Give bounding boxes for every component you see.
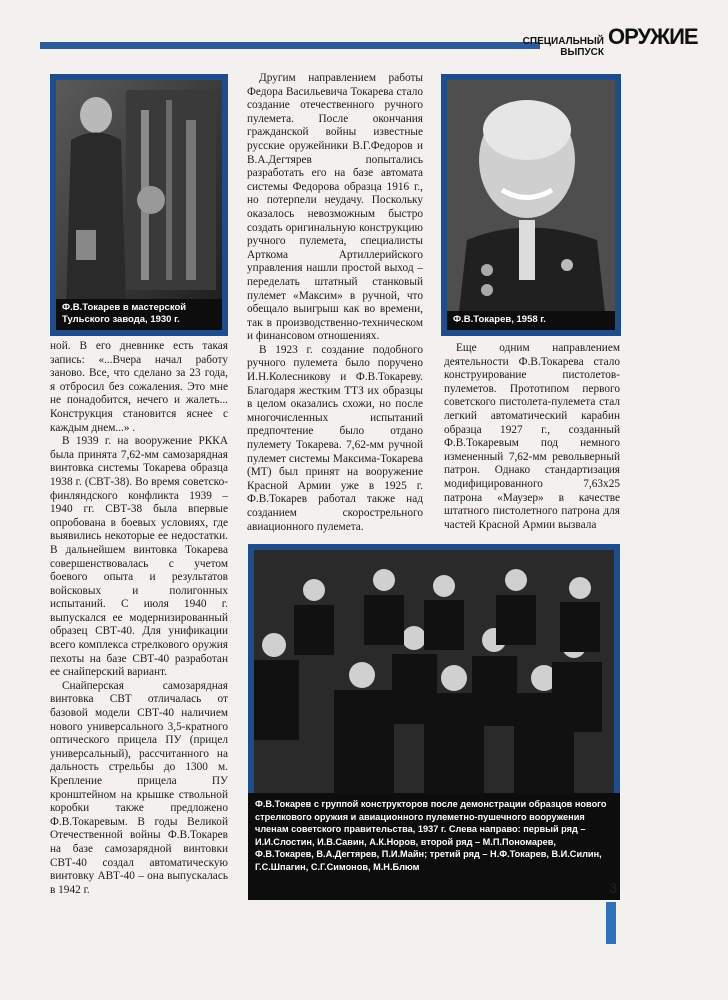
col1-paragraph: Снайперская самозарядная винтовка СВТ отличалась от базовой модели СВТ-40 наличием нового универсального 3,5-кратного оптического прицела ПУ (прицел универсальный), рассчитанного на дальность стрельбы до 1300 м. Крепление прицела ПУ кронштейном на крышке ствольной коробки также предложено Ф.В.Токаревым. В годы Великой Отечественной войны Ф.В.Токарев на базе самозарядной винтовки СВТ-40 создал автоматическую винтовку АВТ-40 – она выпускалась в 1942 г. (50, 679, 228, 896)
col1-paragraph: ной. В его дневнике есть такая запись: «...Вчера начал работу заново. Все, что сделано за 23 года, я отбросил без сожаления. Это мне не понадобится, нечего и жалеть... Конструкция становится яснее с каждым днем...» . (50, 340, 228, 434)
text-column-1 (50, 340, 228, 897)
page-side-accent (606, 902, 616, 944)
header-accent-bar (40, 42, 540, 49)
col2-paragraph: В 1923 г. создание подобного ручного пулемета было поручено И.Н.Колесникову и Ф.В.Токареву. Благодаря жестким ТТЗ их образцы в целом оказались схожи, но после многочисленных испытаний предпочтение было отдано пулемету Токарева. 7,62-мм ручной пулемет системы Максима-Токарева (МТ) был принят на вооружение Красной Армии уже в 1925 г. Ф.В.Токарев работал также над созданием скорострельного авиационного пулемета. (247, 343, 423, 533)
special-issue-line2: ВЫПУСК (560, 47, 604, 58)
group-photo (248, 544, 620, 796)
group-photo-image (254, 550, 614, 796)
col2-paragraph: Другим направлением работы Федора Васильевича Токарева стало создание отечественного ручного пулемета. После окончания гражданской войны известные русские оружейники В.Г.Федоров и В.А.Дегтярев попытались разработать его на базе автомата системы Федорова образца 1916 г., но потерпели неудачу. Поскольку оказалось невозможным быстро создать оригинальную конструкцию ручного пулемета, специалисты Арткома Артиллерийского управления нашли простой выход – переделать штатный станковый пулемет «Максим» в ручной, что обещало выигрыш как во времени, так в производственно-техническом и финансовом отношениях. (247, 72, 423, 343)
portrait-photo (441, 74, 621, 336)
page-number: 3 (609, 880, 618, 897)
brand-logo: ОРУЖИЕ (608, 24, 698, 49)
portrait-photo-image (447, 80, 615, 330)
col3-paragraph: Еще одним направлением деятельности Ф.В.Токарева стало конструирование пистолетов-пулеметов. Прототипом первого советского пистолета-пулемета стал легкий автоматический карабин образца 1927 г., созданный Ф.В.Токаревым под немного измененный 7,62-мм револьверный патрон. Однако стандартизация модифицированного 7,63х25 патрона «Маузер» в качестве штатного пистолетного патрона для частей Красной Армии вызвала (444, 342, 620, 531)
workshop-photo-image (56, 80, 222, 330)
special-issue-label (504, 36, 604, 58)
workshop-photo (50, 74, 228, 336)
portrait-photo-caption: Ф.В.Токарев, 1958 г. (447, 311, 615, 330)
special-issue-line1: СПЕЦИАЛЬНЫЙ (522, 36, 604, 47)
text-column-2 (247, 72, 423, 534)
col1-paragraph: В 1939 г. на вооружение РККА была принята 7,62-мм самозарядная винтовка системы Токарева образца 1938 г. (СВТ-38). Во время советско-финляндского конфликта 1939 – 1940 гг. СВТ-38 была впервые опробована в боевых условиях, где выявились некоторые ее недостатки. В дальнейшем винтовка Токарева совершенствовалась с учетом боевого опыта и результатов войсковых и полигонных испытаний. С июля 1940 г. выпускался ее модернизированный образец СВТ-40. Для унификации всего комплекса стрелкового оружия пехоты на базе СВТ-40 разработан ее снайперский вариант. (50, 435, 228, 679)
text-column-3 (444, 342, 620, 532)
group-photo-caption: Ф.В.Токарев с группой конструкторов после демонстрации образцов нового стрелкового оружия и авиационного пулеметно-пушечного вооружения членам советского правительства, 1937 г. Слева направо: первый ряд – И.И.Слостин, И.В.Савин, А.К.Норов, второй ряд – М.П.Пономарев, Ф.В.Токарев, В.А.Дегтярев, П.И.Майн; третий ряд – Н.Ф.Токарев, В.И.Силин, Г.С.Шпагин, С.Г.Симонов, М.Н.Блюм (248, 793, 620, 900)
workshop-photo-caption: Ф.В.Токарев в мастерской Тульского завода, 1930 г. (56, 299, 222, 330)
